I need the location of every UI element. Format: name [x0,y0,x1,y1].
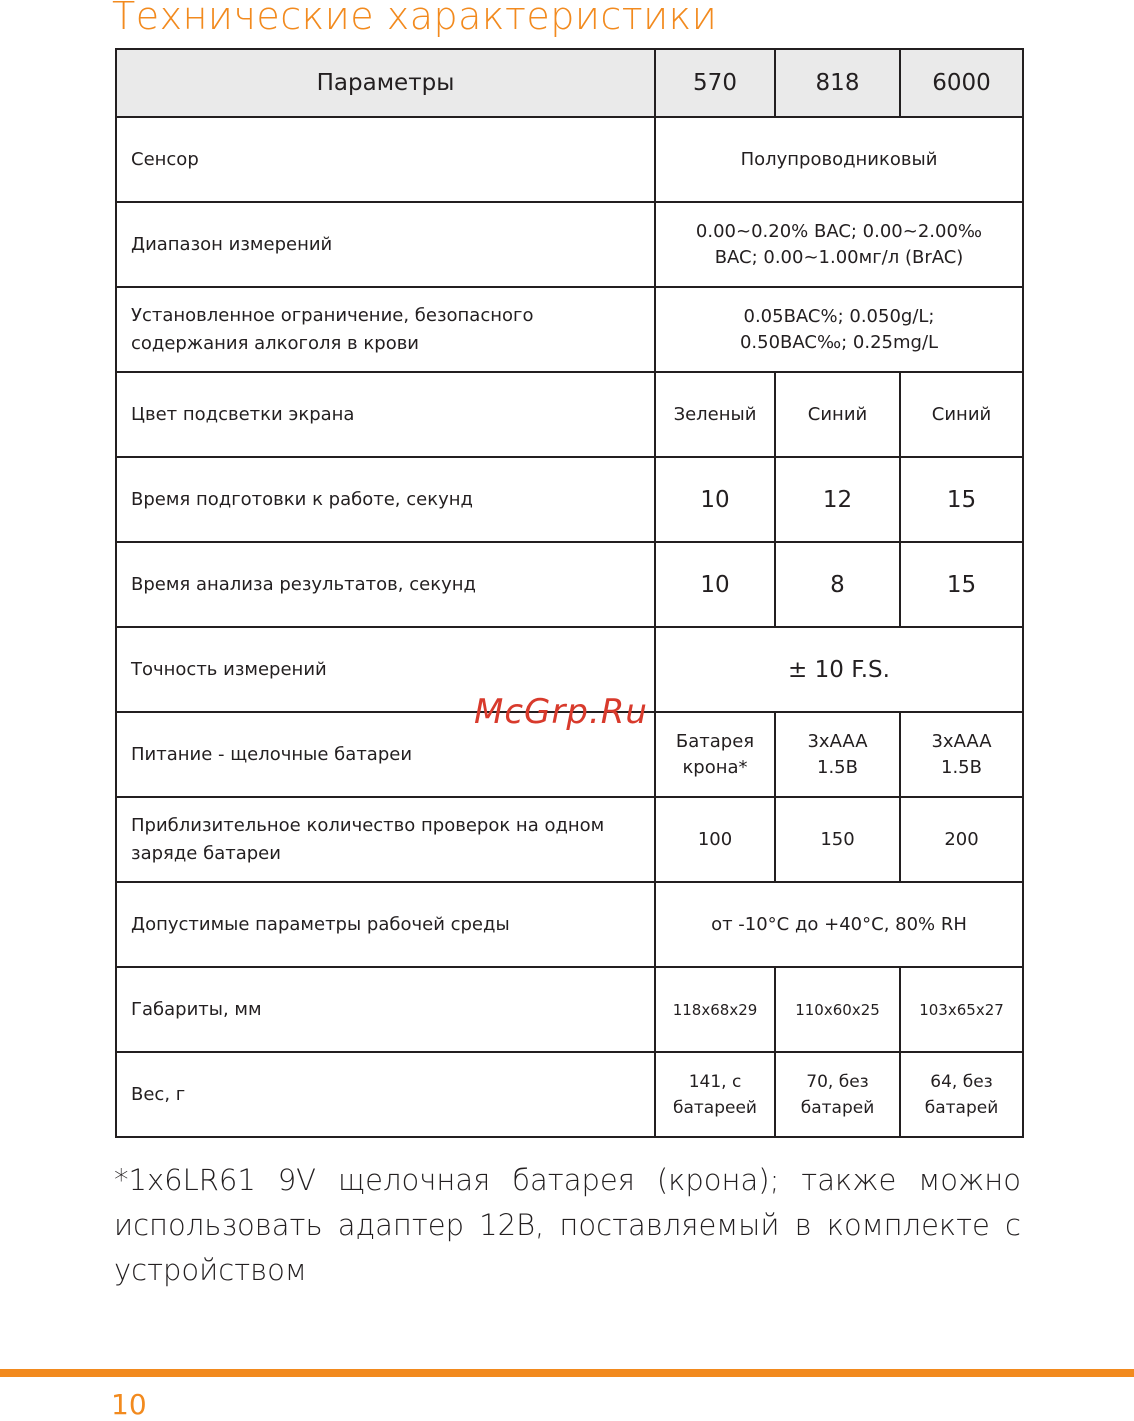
value-all-models: Полупроводниковый [655,117,1023,202]
footnote: *1x6LR61 9V щелочная батарея (крона); также можно использовать адаптер 12В, поставляемый в комплекте с устройством [114,1163,1021,1287]
footer-divider [0,1369,1134,1377]
table-row [116,372,1023,457]
value-model-818: 110x60x25 [775,967,900,1052]
param-label: Вес, г [116,1052,655,1137]
param-label: Габариты, мм [116,967,655,1052]
param-label: Питание - щелочные батареи [116,712,655,797]
table-header-row [116,49,1023,117]
param-label: Сенсор [116,117,655,202]
table-row [116,967,1023,1052]
value-all-models: ± 10 F.S. [655,627,1023,712]
page-number: 10 [111,1388,147,1421]
param-label: Допустимые параметры рабочей среды [116,882,655,967]
table-row [116,882,1023,967]
table-row [116,1052,1023,1137]
header-model-818: 818 [775,49,900,117]
table-row [116,287,1023,372]
watermark: McGrp.Ru [474,692,648,732]
value-all-models: 0.05BAC%; 0.050g/L; 0.50BAC‰; 0.25mg/L [655,287,1023,372]
param-label: Установленное ограничение, безопасного содержания алкоголя в крови [116,287,655,372]
value-model-570: 10 [655,457,775,542]
value-all-models: 0.00~0.20% BAC; 0.00~2.00‰ BAC; 0.00~1.00мг/л (BrAC) [655,202,1023,287]
table-row [116,457,1023,542]
value-model-818: 12 [775,457,900,542]
param-label: Время подготовки к работе, секунд [116,457,655,542]
value-model-570: 141, с батареей [655,1052,775,1137]
value-model-570: 10 [655,542,775,627]
value-model-818: 70, без батарей [775,1052,900,1137]
value-model-818: 150 [775,797,900,882]
table-row [116,202,1023,287]
header-model-570: 570 [655,49,775,117]
value-model-818: 8 [775,542,900,627]
value-model-6000: 3xAAA 1.5B [900,712,1023,797]
table-row [116,797,1023,882]
param-label: Время анализа результатов, секунд [116,542,655,627]
table-row [116,117,1023,202]
value-model-6000: 15 [900,457,1023,542]
value-model-6000: 103x65x27 [900,967,1023,1052]
param-label: Приблизительное количество проверок на одном заряде батареи [116,797,655,882]
value-model-818: 3xAAA 1.5B [775,712,900,797]
value-model-6000: 200 [900,797,1023,882]
param-label: Цвет подсветки экрана [116,372,655,457]
value-model-6000: 15 [900,542,1023,627]
header-model-6000: 6000 [900,49,1023,117]
value-model-6000: 64, без батарей [900,1052,1023,1137]
value-model-570: Батарея крона* [655,712,775,797]
param-label: Диапазон измерений [116,202,655,287]
specifications-table [115,48,1024,1138]
value-all-models: от -10°С до +40°С, 80% RH [655,882,1023,967]
param-label: Точность измерений [116,627,655,712]
value-model-570: Зеленый [655,372,775,457]
value-model-570: 118x68x29 [655,967,775,1052]
header-parameters: Параметры [116,49,655,117]
value-model-818: Синий [775,372,900,457]
page-title: Технические характеристики [112,0,718,38]
value-model-6000: Синий [900,372,1023,457]
table-row [116,542,1023,627]
value-model-570: 100 [655,797,775,882]
